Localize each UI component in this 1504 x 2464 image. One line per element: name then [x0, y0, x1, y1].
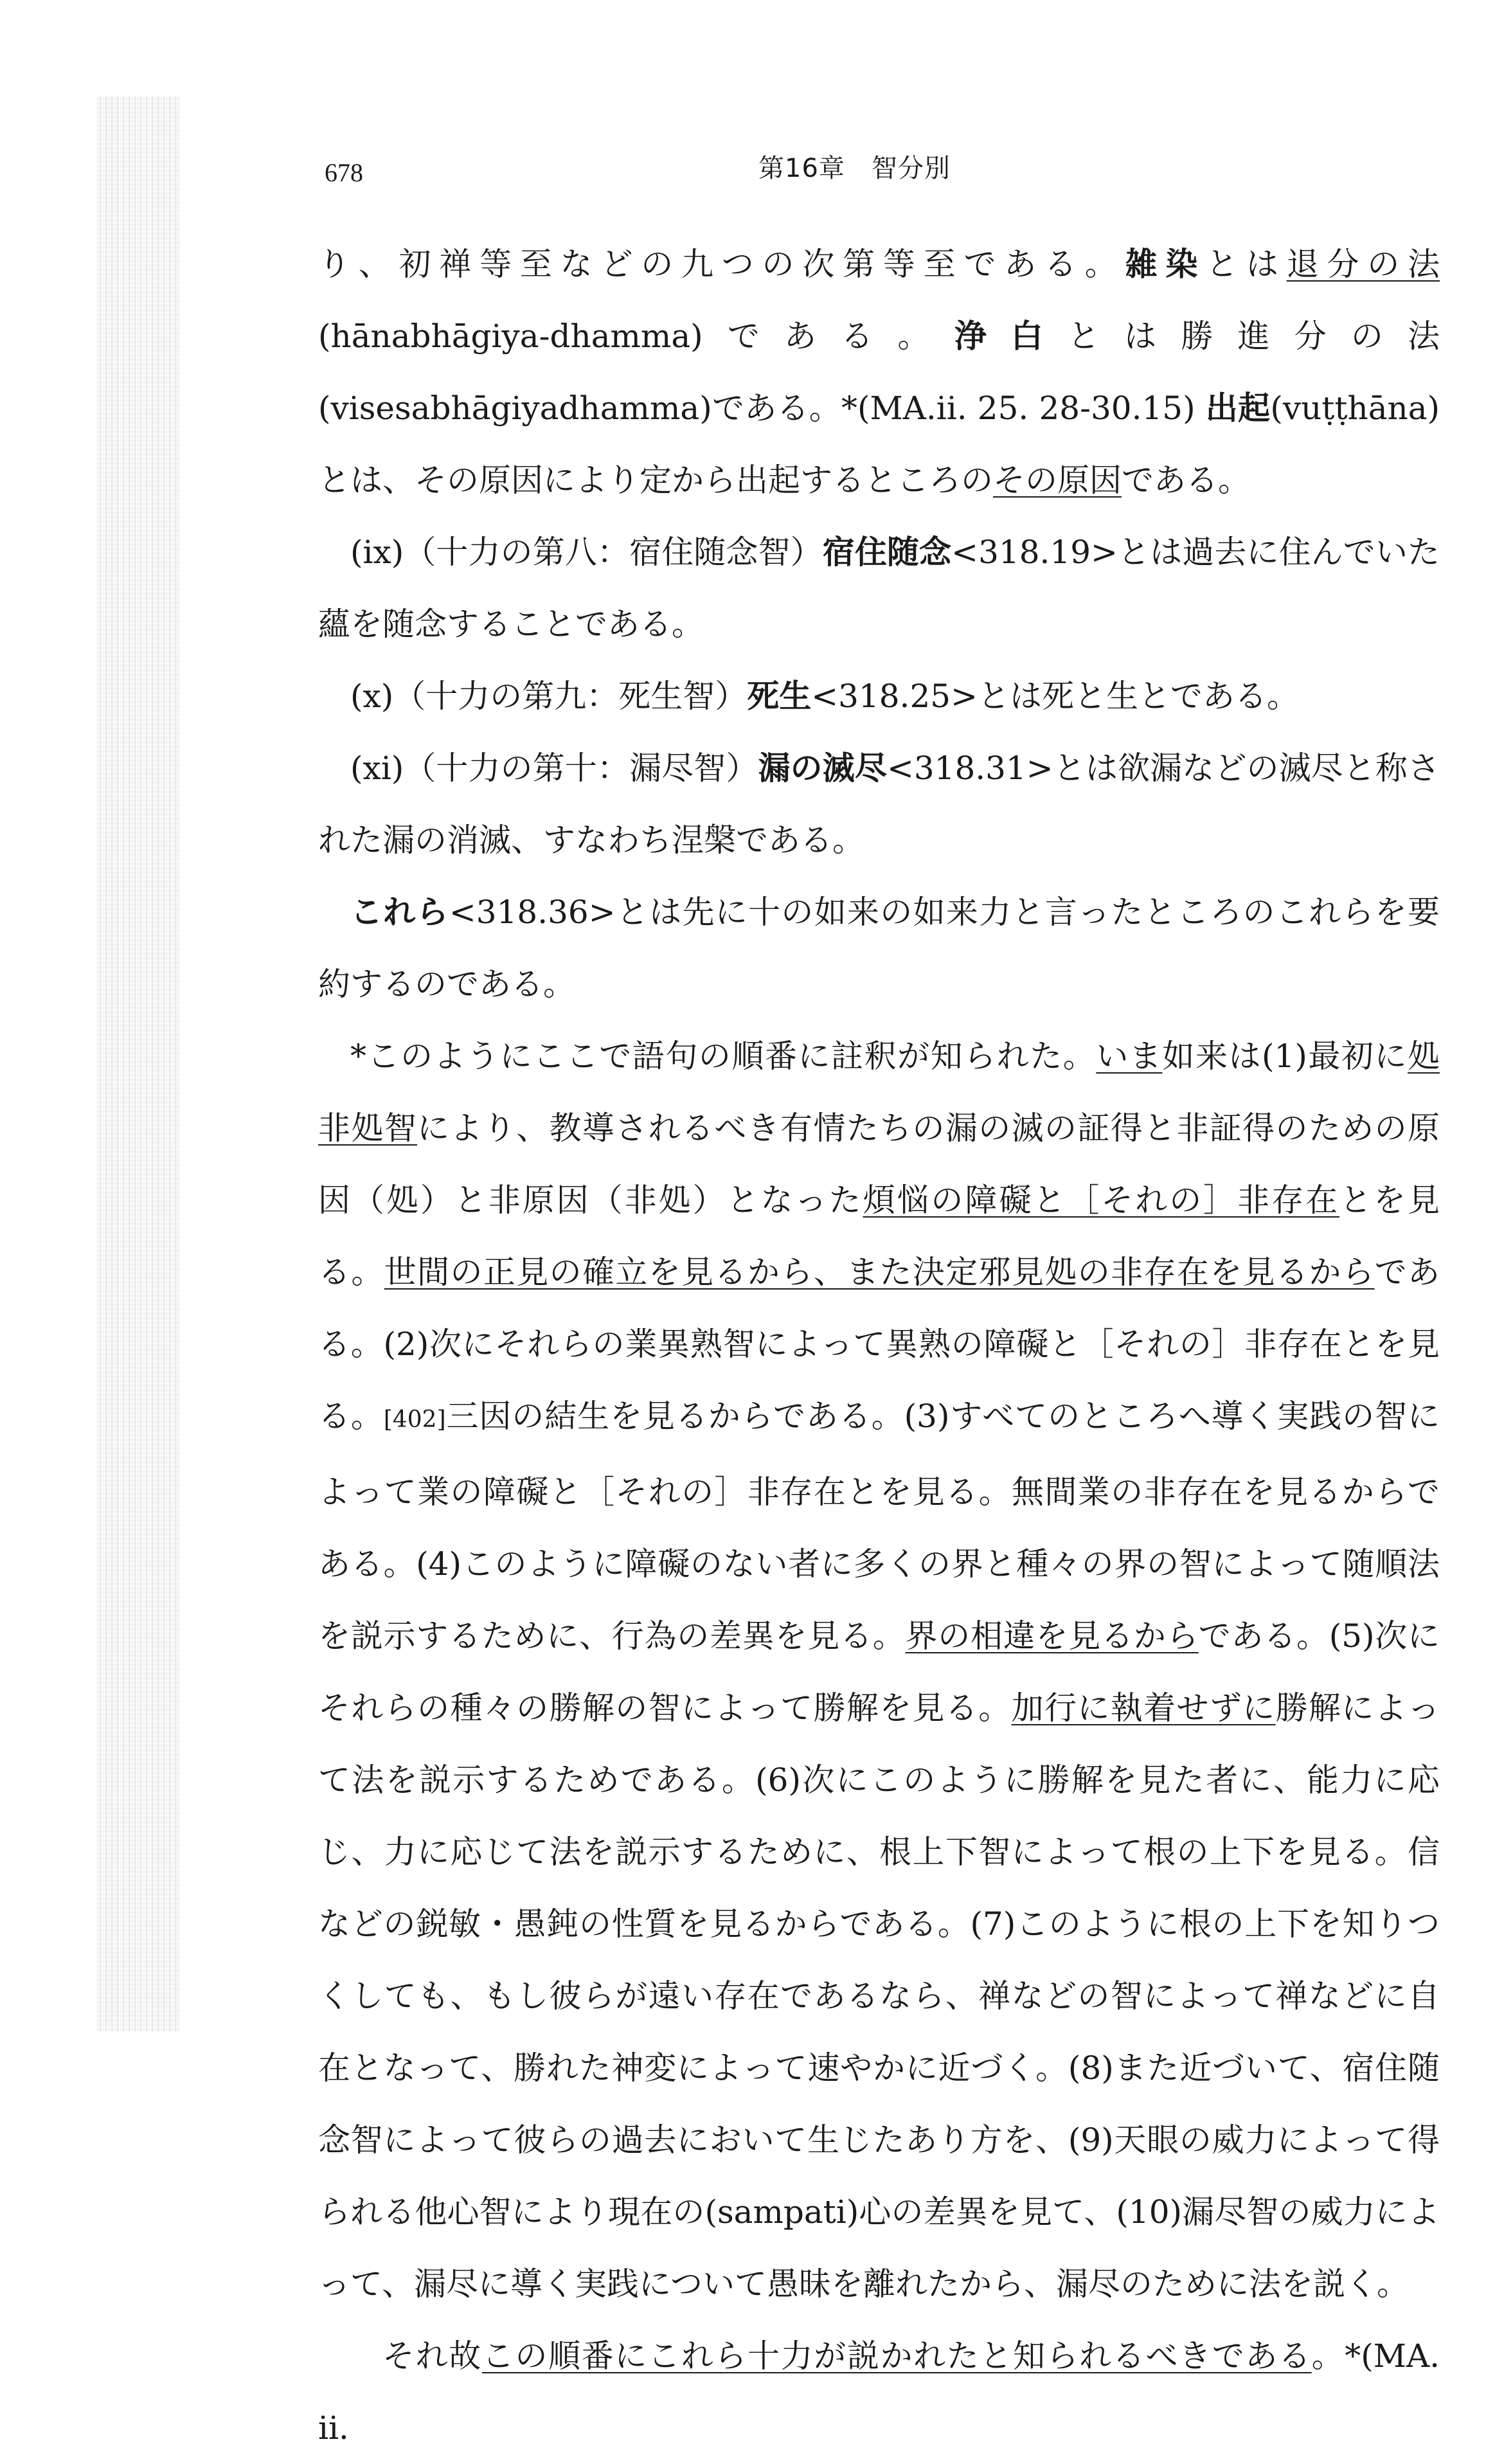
underlined-phrase: 世間の正見の確立を見るから、また決定邪見処の非存在を見るから	[384, 1254, 1375, 1291]
term-shukuju-zuinen: 宿住随念	[822, 534, 952, 571]
running-head: 第16章 智分別	[758, 154, 951, 183]
term-zatsuzen: 雑染	[1125, 246, 1206, 283]
term-shisho: 死生	[747, 678, 812, 715]
book-binding-shadow	[96, 96, 180, 2031]
paragraph-1: り、初禅等至などの九つの次第等至である。雑染とは退分の法(hānabhāgiya-dhamma)である。浄白とは勝進分の法(visesabhāgiyadhamma)である。*(MA.ii. 25. 28-30.15) 出起(vuṭṭhāna)とは、その原因により定から出起するところのその原因である。	[318, 246, 1440, 499]
underlined-phrase: 煩悩の障礙と［それの］非存在	[863, 1182, 1340, 1219]
term-ro-no-metsujin: 漏の滅尽	[758, 750, 887, 787]
underlined-phrase: 退分の法	[1286, 246, 1440, 283]
underlined-phrase: 処非処智	[318, 1038, 1440, 1147]
term-johaku: 浄白	[954, 318, 1068, 355]
paragraph-2: (ix)（十力の第八：宿住随念智）宿住随念<318.19>とは過去に住んでいた蘊を随念することである。	[318, 534, 1440, 643]
term-shukki: 出起	[1205, 390, 1271, 427]
term-korera: これら	[350, 894, 449, 931]
paragraph-5: これら<318.36>とは先に十の如来の如来力と言ったところのこれらを要約するのである。	[318, 894, 1440, 1003]
underlined-phrase: この順番にこれら十力が説かれたと知られるべきである	[481, 2337, 1312, 2375]
underlined-phrase: 界の相違を見るから	[905, 1617, 1199, 1655]
underlined-phrase: 加行に執着せずに	[1011, 1689, 1276, 1727]
body-text	[318, 228, 1440, 2464]
paragraph-3: (x)（十力の第九：死生智）死生<318.25>とは死と生とである。	[350, 678, 1299, 715]
paragraph-4: (xi)（十力の第十：漏尽智）漏の滅尽<318.31>とは欲漏などの滅尽と称された漏の消滅、すなわち涅槃である。	[318, 750, 1440, 859]
page-number: 678	[325, 158, 363, 187]
underlined-phrase: その原因	[993, 462, 1122, 499]
underlined-phrase: いま	[1096, 1038, 1163, 1075]
paragraph-6: *このようにここで語句の順番に註釈が知られた。いま如来は(1)最初に処非処智により、教導されるべき有情たちの漏の滅の証得と非証得のための原因（処）と非原因（非処）となった煩悩の障礙と［それの］非存在とを見る。世間の正見の確立を見るから、また決定邪見処の非存在を見るからである。(2)次にそれらの業異熟智によって異熟の障礙と［それの］非存在とを見る。[402]三因の結生を見るからである。(3)すべてのところへ導く実践の智によって業の障礙と［それの］非存在とを見る。無間業の非存在を見るからである。(4)このように障礙のない者に多くの界と種々の界の智によって随順法を説示するために、行為の差異を見る。界の相違を見るからである。(5)次にそれらの種々の勝解の智によって勝解を見る。加行に執着せずに勝解によって法を説示するためである。(6)次にこのように勝解を見た者に、能力に応じ、力に応じて法を説示するために、根上下智によって根の上下を見る。信などの鋭敏・愚鈍の性質を見るからである。(7)このように根の上下を知りつくしても、もし彼らが遠い存在であるなら、禅などの智によって禅などに自在となって、勝れた神変によって速やかに近づく。(8)また近づいて、宿住随念智によって彼らの過去において生じたあり方を、(9)天眼の威力によって得られる他心智により現在の(sampati)心の差異を見て、(10)漏尽智の威力によって、漏尽に導く実践について愚昧を離れたから、漏尽のために法を説く。	[318, 1038, 1440, 2303]
paragraph-7: それ故この順番にこれら十力が説かれたと知られるべきである。*(MA. ii.	[318, 2337, 1440, 2447]
page-reference: [402]	[383, 1407, 446, 1433]
